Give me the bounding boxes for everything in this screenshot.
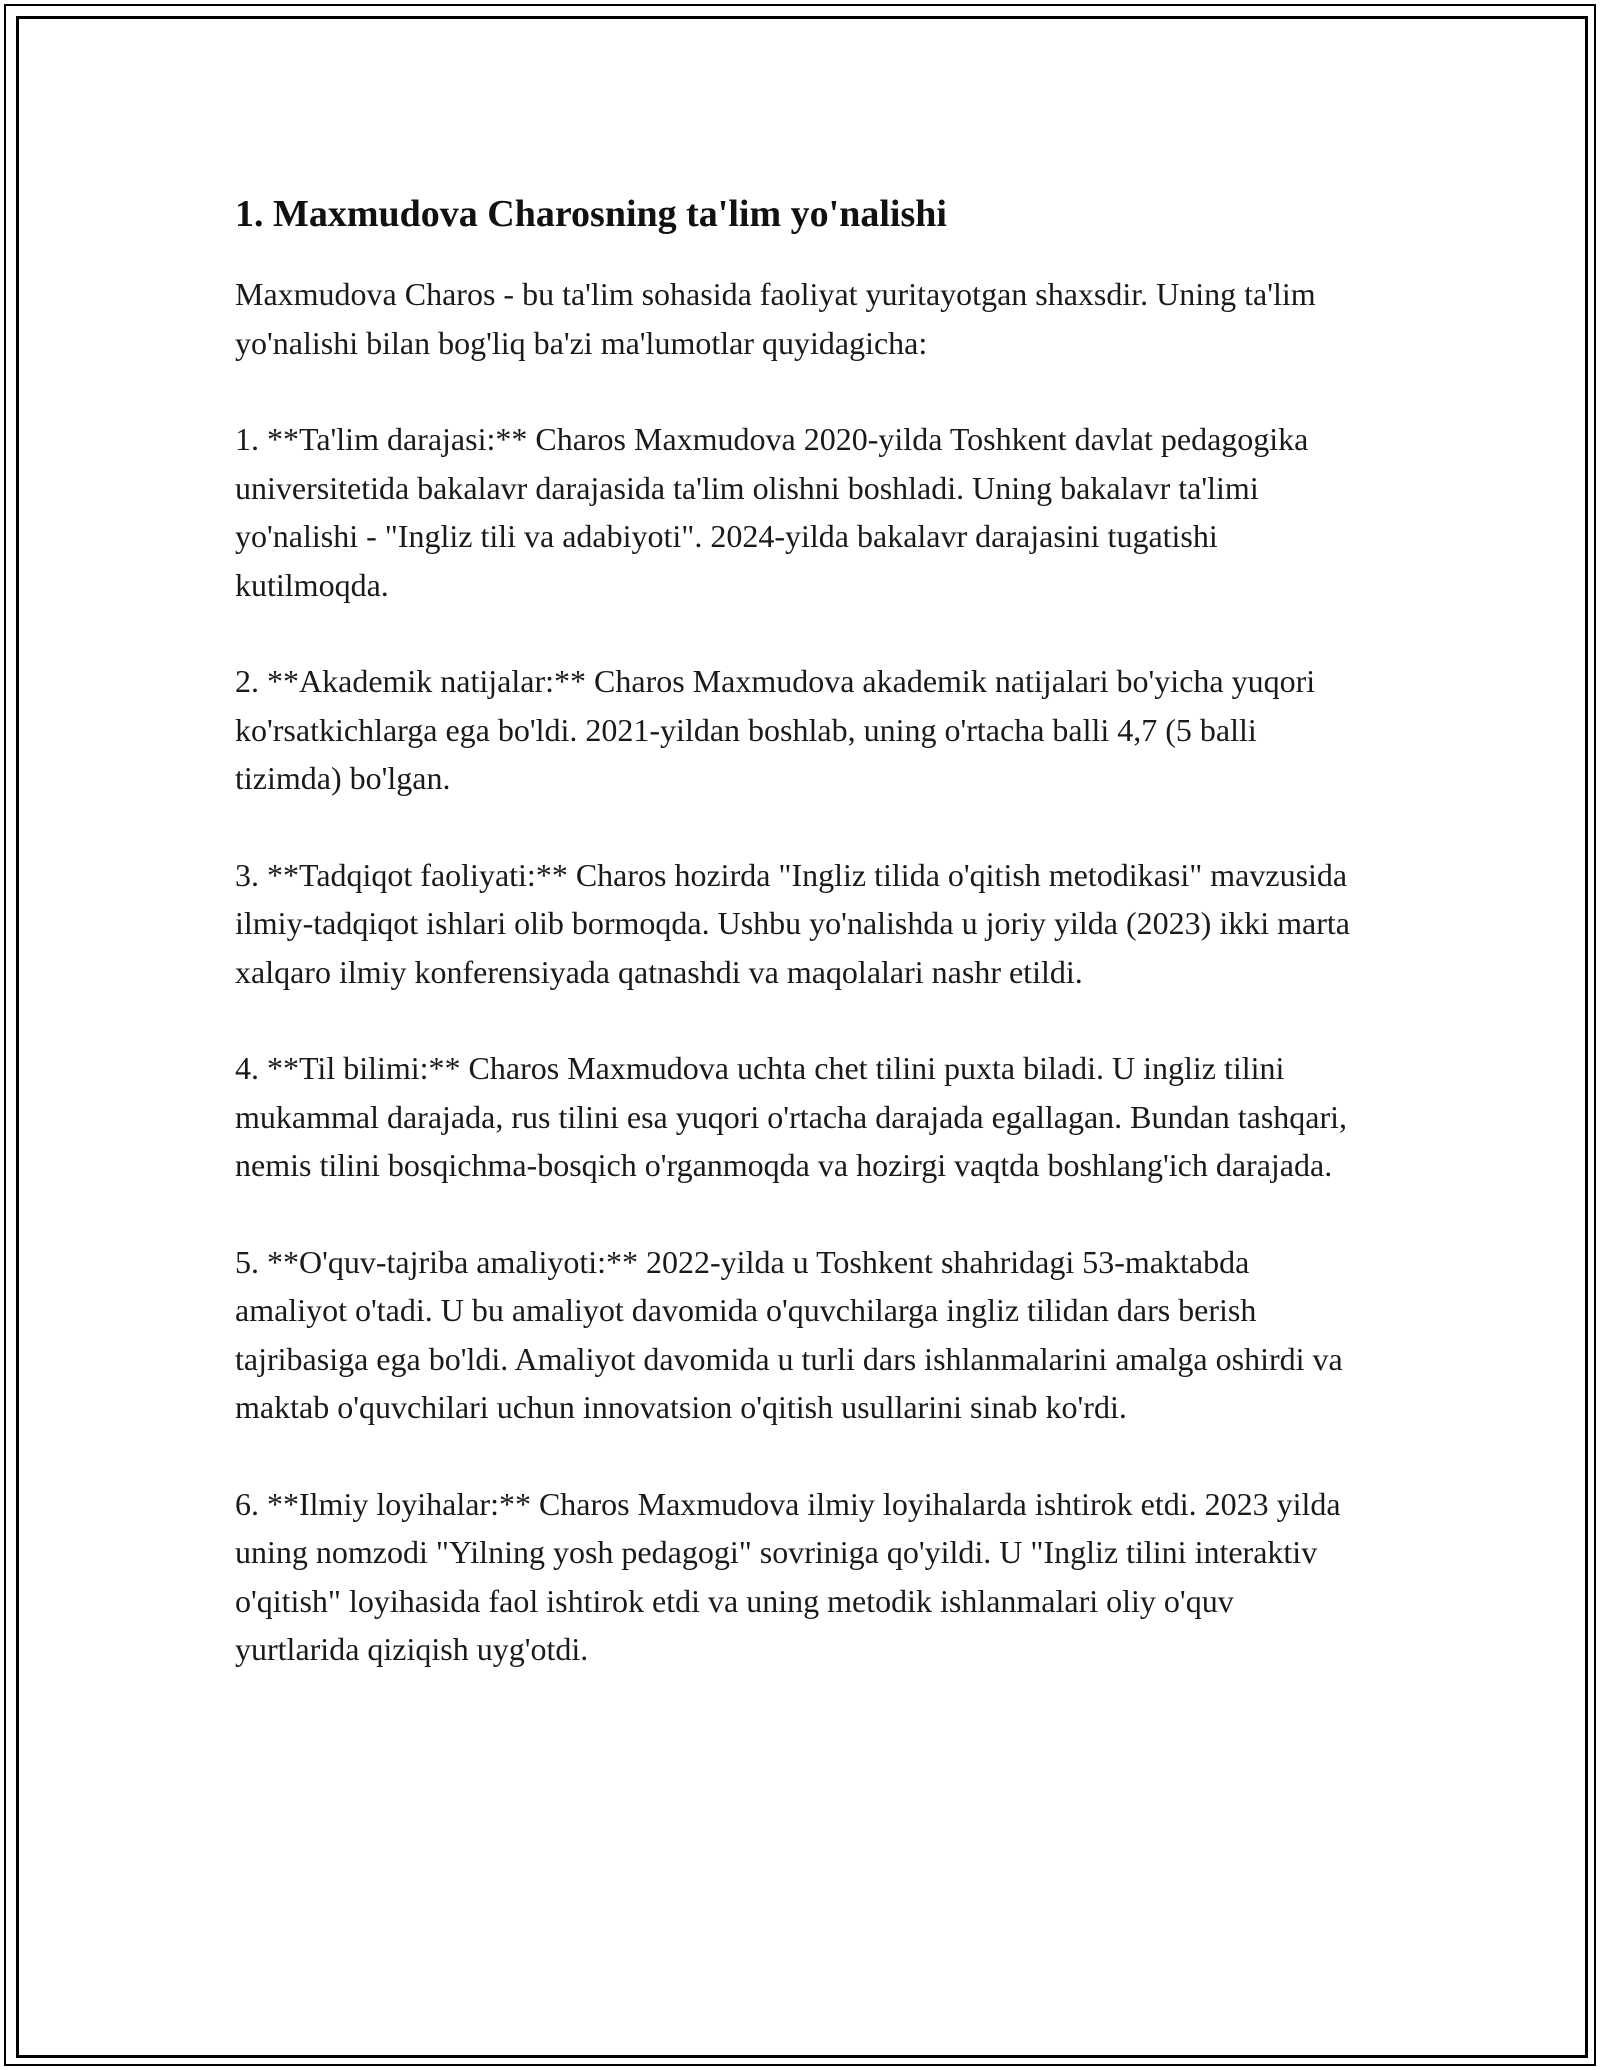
list-item-research-activity: 3. **Tadqiqot faoliyati:** Charos hozirda "Ingliz tilida o'qitish metodikasi" mavzusida ilmiy-tadqiqot ishlari olib bormoqda. Ushbu yo'nalishda u joriy yilda (2023) ikki marta xalqaro ilmiy konferensiyada qatnashdi va maqolalari nashr etildi.	[235, 856, 1350, 990]
intro-paragraph: Maxmudova Charos - bu ta'lim sohasida faoliyat yuritayotgan shaxsdir. Uning ta'lim yo'nalishi bilan bog'liq ba'zi ma'lumotlar quyidagicha:	[235, 276, 1316, 361]
list-item-teaching-practice: 5. **O'quv-tajriba amaliyoti:** 2022-yilda u Toshkent shahridagi 53-maktabda amaliyot o'tadi. U bu amaliyot davomida o'quvchilarga ingliz tilidan dars berish tajribasiga ega bo'ldi. Amaliyot davomida u turli dars ishlanmalarini amalga oshirdi va maktab o'quvchilari uchun innovatsion o'qitish usullarini sinab ko'rdi.	[235, 1243, 1343, 1425]
list-item-academic-results: 2. **Akademik natijalar:** Charos Maxmudova akademik natijalari bo'yicha yuqori ko'rsatkichlarga ega bo'ldi. 2021-yildan boshlab, uning o'rtacha balli 4,7 (5 balli tizimda) bo'lgan.	[235, 663, 1316, 796]
list-item-scientific-projects: 6. **Ilmiy loyihalar:** Charos Maxmudova ilmiy loyihalarda ishtirok etdi. 2023 yilda uning nomzodi "Yilning yosh pedagogi" sovriniga qo'yildi. U "Ingliz tilini interaktiv o'qitish" loyihasida faol ishtirok etdi va uning metodik ishlanmalari oliy o'quv yurtlarida qiziqish uyg'otdi.	[235, 1485, 1341, 1667]
list-item-language-skills: 4. **Til bilimi:** Charos Maxmudova uchta chet tilini puxta biladi. U ingliz tilini mukammal darajada, rus tilini esa yuqori o'rtacha darajada egallagan. Bundan tashqari, nemis tilini bosqichma-bosqich o'rganmoqda va hozirgi vaqtda boshlang'ich darajada.	[235, 1050, 1348, 1183]
list-item-education-level: 1. **Ta'lim darajasi:** Charos Maxmudova 2020-yilda Toshkent davlat pedagogika universitetida bakalavr darajasida ta'lim olishni boshladi. Uning bakalavr ta'limi yo'nalishi - "Ingliz tili va adabiyoti". 2024-yilda bakalavr darajasini tugatishi kutilmoqda.	[235, 421, 1309, 603]
document-title: 1. Maxmudova Charosning ta'lim yo'nalishi	[235, 193, 947, 235]
document-body	[235, 188, 1365, 1722]
